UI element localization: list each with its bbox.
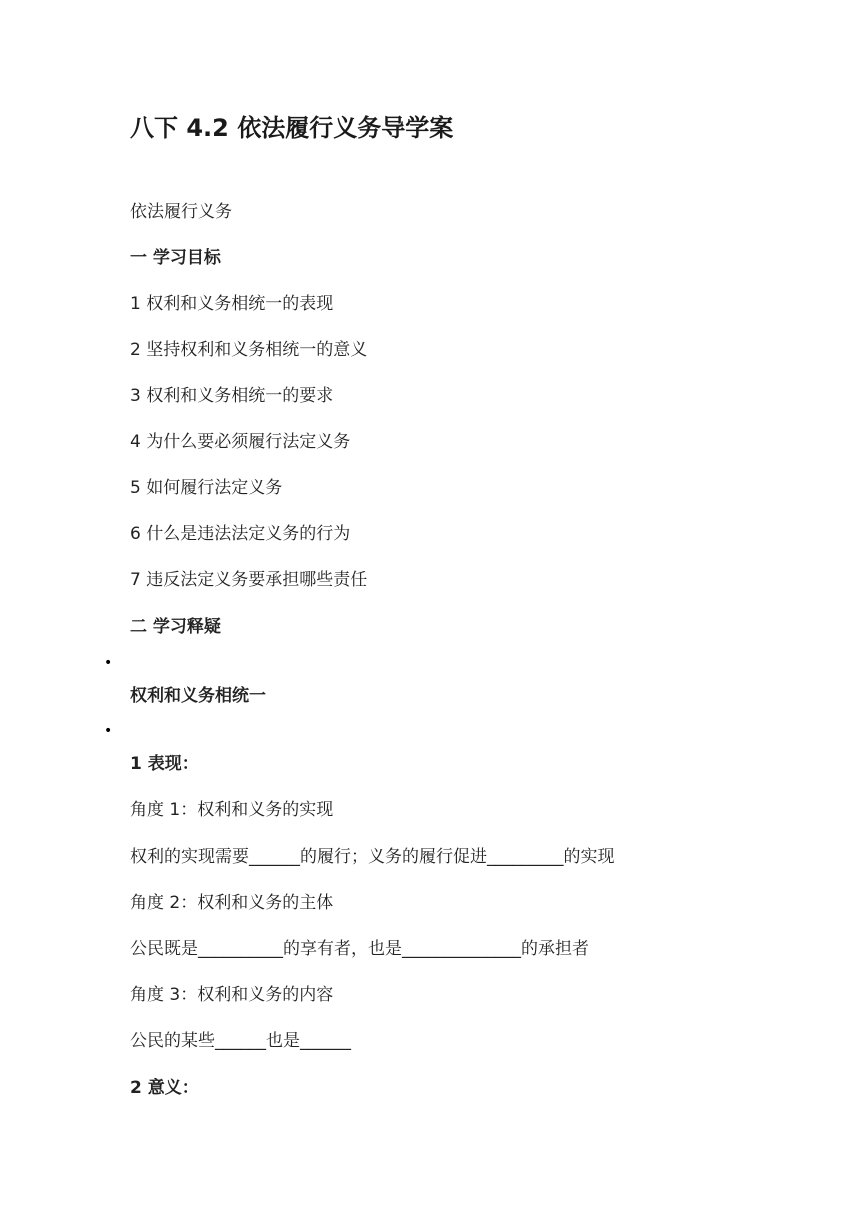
goal-item: 1 权利和义务相统一的表现 xyxy=(130,294,334,314)
subheading-unity: 权利和义务相统一 xyxy=(130,686,266,706)
list-bullet: • xyxy=(104,655,113,671)
list-bullet: • xyxy=(104,723,113,739)
fill-blank-text: 公民既是__________的享有者，也是______________的承担者 xyxy=(130,939,589,959)
point-heading: 2 意义： xyxy=(130,1078,199,1098)
fill-blank-text: 权利的实现需要______的履行；义务的履行促进_________的实现 xyxy=(130,847,615,867)
goal-item: 6 什么是违法法定义务的行为 xyxy=(130,524,351,544)
angle-label: 角度 1：权利和义务的实现 xyxy=(130,800,334,820)
angle-label: 角度 3：权利和义务的内容 xyxy=(130,985,334,1005)
section-heading-goals: 一 学习目标 xyxy=(130,248,221,268)
document-title: 八下 4.2 依法履行义务导学案 xyxy=(130,114,454,142)
goal-item: 5 如何履行法定义务 xyxy=(130,478,283,498)
goal-item: 4 为什么要必须履行法定义务 xyxy=(130,432,351,452)
point-heading: 1 表现： xyxy=(130,754,199,774)
goal-item: 3 权利和义务相统一的要求 xyxy=(130,386,334,406)
fill-blank-text: 公民的某些______也是______ xyxy=(130,1031,351,1051)
angle-label: 角度 2：权利和义务的主体 xyxy=(130,893,334,913)
section-heading-explain: 二 学习释疑 xyxy=(130,617,221,637)
goal-item: 2 坚持权利和义务相统一的意义 xyxy=(130,340,368,360)
goal-item: 7 违反法定义务要承担哪些责任 xyxy=(130,570,368,590)
document-subtitle: 依法履行义务 xyxy=(130,202,232,222)
